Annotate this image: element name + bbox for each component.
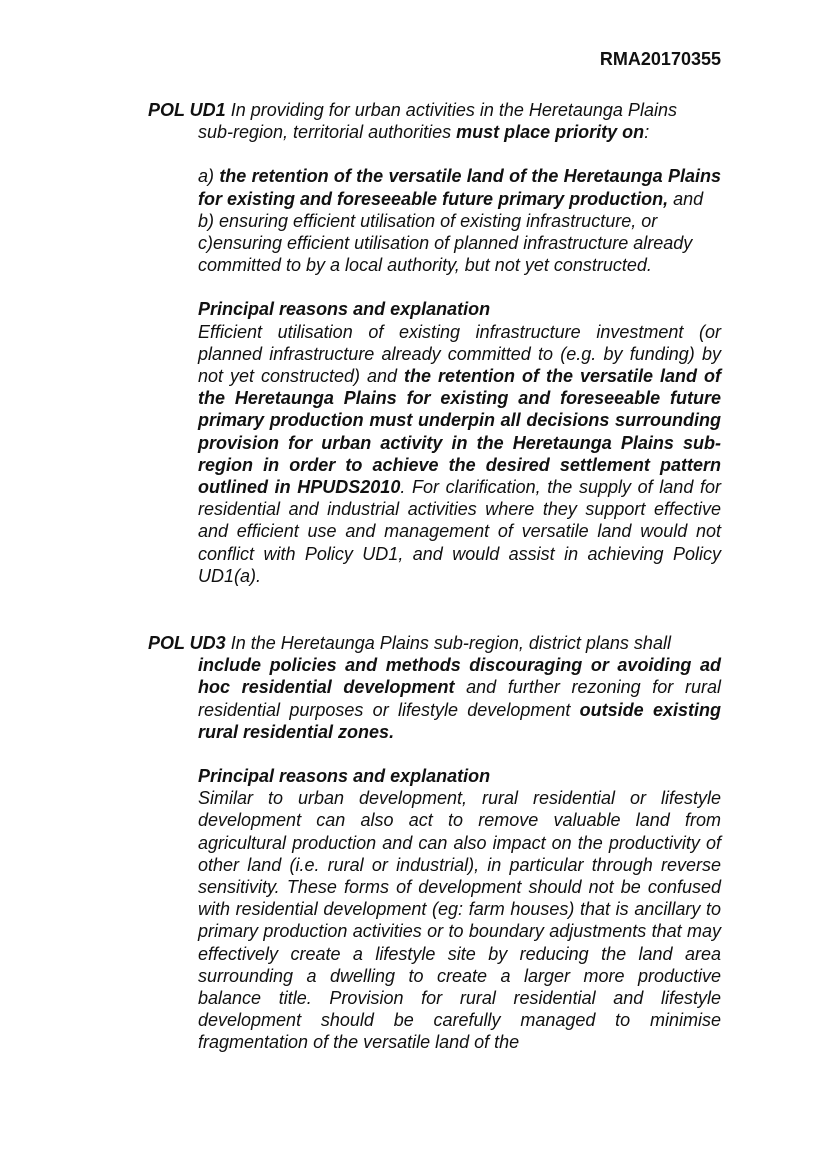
item-a-label: a) <box>198 166 215 187</box>
policy-ud3-intro-a: In the Heretaunga Plains sub-region, district plans shall <box>230 633 671 653</box>
policy-ud1-heading: Principal reasons and explanation <box>198 299 491 320</box>
ud3-bold-1: include policies and methods discouraging or avoiding ad hoc residential development <box>198 655 721 698</box>
ud1-exp-bold: the retention of the versatile land of the Heretaunga Plains for existing and foreseeable future primary production must underpin all decisions surrounding provision for urban activity in the Heretaunga Plains sub-region in order to achieve the desired settlement pattern outlined in HPUDS2010 <box>198 366 721 498</box>
policy-ud3 <box>148 632 721 1054</box>
policy-ud1-item-b: b) ensuring efficient utilisation of existing infrastructure, or <box>198 210 658 231</box>
policy-ud1-explanation <box>198 321 721 587</box>
document-reference: RMA20170355 <box>599 49 721 69</box>
ud1-exp-1: Efficient utilisation of existing infrastructure investment (or planned infrastructure already committed to (e.g. by funding) by not yet constructed) and <box>198 321 721 387</box>
policy-ud1-intro <box>148 99 721 121</box>
item-a-bold: the retention of the versatile land of the Heretaunga Plains for existing and foreseeable future primary production, <box>198 166 721 209</box>
policy-ud1-item-a <box>198 165 721 209</box>
policy-ud3-code: POL UD3 <box>148 633 226 653</box>
policy-ud1-intro-end: : <box>644 122 650 143</box>
policy-ud3-heading: Principal reasons and explanation <box>198 766 491 787</box>
policy-ud1-intro-bold: must place priority on <box>456 122 645 143</box>
policy-ud1-intro-b: sub-region, territorial authorities <box>198 122 452 143</box>
policy-ud3-body <box>198 654 721 743</box>
item-a-end: and <box>673 188 704 209</box>
policy-ud1-item-c: c)ensuring efficient utilisation of planned infrastructure already committed to by a local authority, but not yet constructed. <box>198 233 693 276</box>
ud1-exp-2: . For clarification, the supply of land for residential and industrial activities where they support effective and efficient use and management of versatile land would not conflict with Policy UD1, and would assist in achieving Policy UD1(a). <box>198 477 721 586</box>
policy-ud3-explanation: Similar to urban development, rural residential or lifestyle development can also act to remove valuable land from agricultural production and can also impact on the productivity of other land (i.e. rural or industrial), in particular through reverse sensitivity. These forms of development should not be confused with residential development (eg: farm houses) that is ancillary to primary production activities or to boundary adjustments that may effectively create a lifestyle site by reducing the land area surrounding a dwelling to create a larger more productive balance title. Provision for rural residential and lifestyle development should be carefully managed to minimise fragmentation of the versatile land of the <box>198 788 721 1053</box>
policy-ud3-intro <box>148 632 721 654</box>
policy-ud1-code: POL UD1 <box>148 100 226 120</box>
ud3-bold-2: outside existing rural residential zones. <box>198 699 721 742</box>
policy-ud1 <box>148 99 721 587</box>
policy-ud1-intro-a: In providing for urban activities in the Heretaunga Plains <box>230 100 677 120</box>
policy-ud1-intro-line2 <box>198 121 721 143</box>
ud3-mid: and further rezoning for rural residential purposes or lifestyle development <box>198 677 721 720</box>
